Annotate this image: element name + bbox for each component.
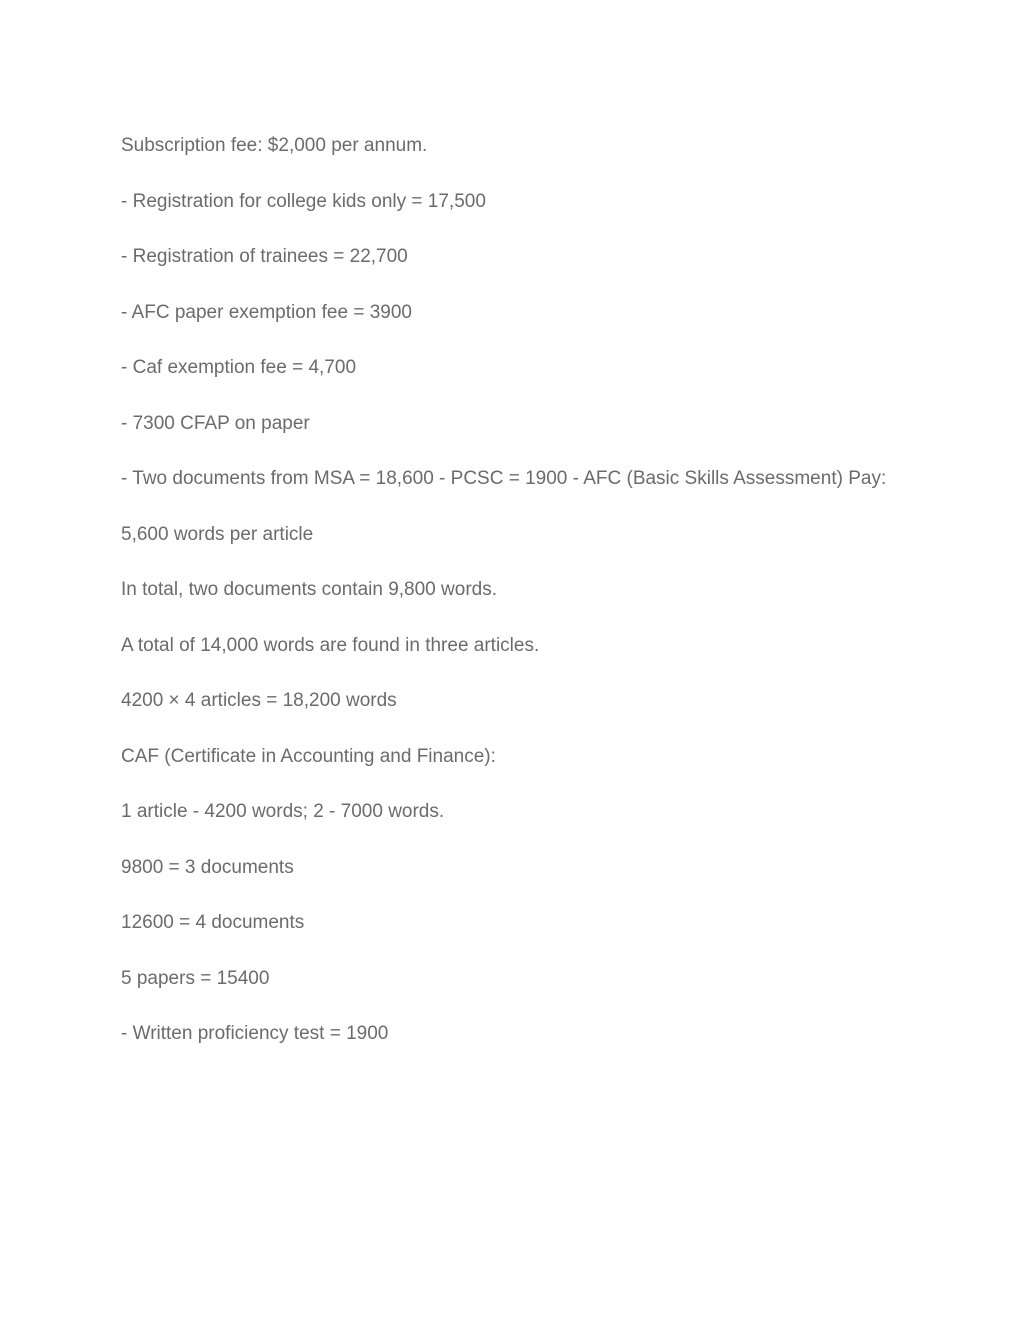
paragraph-msa-documents: - Two documents from MSA = 18,600 - PCSC = 1900 - AFC (Basic Skills Assessment) Pay: — [121, 468, 887, 489]
paragraph-caf-exemption-fee: - Caf exemption fee = 4,700 — [121, 357, 357, 378]
paragraph-registration-college-kids: - Registration for college kids only = 17,500 — [121, 190, 486, 212]
paragraph-caf-article-words: 1 article - 4200 words; 2 - 7000 words. — [121, 801, 445, 822]
paragraph-afc-exemption-fee: - AFC paper exemption fee = 3900 — [121, 301, 412, 323]
paragraph-registration-trainees: - Registration of trainees = 22,700 — [121, 246, 408, 267]
paragraph-written-proficiency-test: - Written proficiency test = 1900 — [121, 1023, 389, 1044]
document-body — [121, 129, 911, 1073]
paragraph-five-papers: 5 papers = 15400 — [121, 967, 270, 989]
paragraph-three-documents: 9800 = 3 documents — [121, 856, 294, 878]
paragraph-three-articles-total: A total of 14,000 words are found in three articles. — [121, 634, 540, 656]
paragraph-subscription-fee: Subscription fee: $2,000 per annum. — [121, 135, 428, 156]
paragraph-cfap-on-paper: - 7300 CFAP on paper — [121, 412, 310, 434]
paragraph-two-documents-total: In total, two documents contain 9,800 words. — [121, 579, 497, 600]
paragraph-four-articles-total: 4200 × 4 articles = 18,200 words — [121, 690, 397, 711]
paragraph-words-per-article: 5,600 words per article — [121, 523, 314, 545]
paragraph-four-documents: 12600 = 4 documents — [121, 912, 305, 933]
paragraph-caf-heading: CAF (Certificate in Accounting and Finance): — [121, 745, 496, 767]
